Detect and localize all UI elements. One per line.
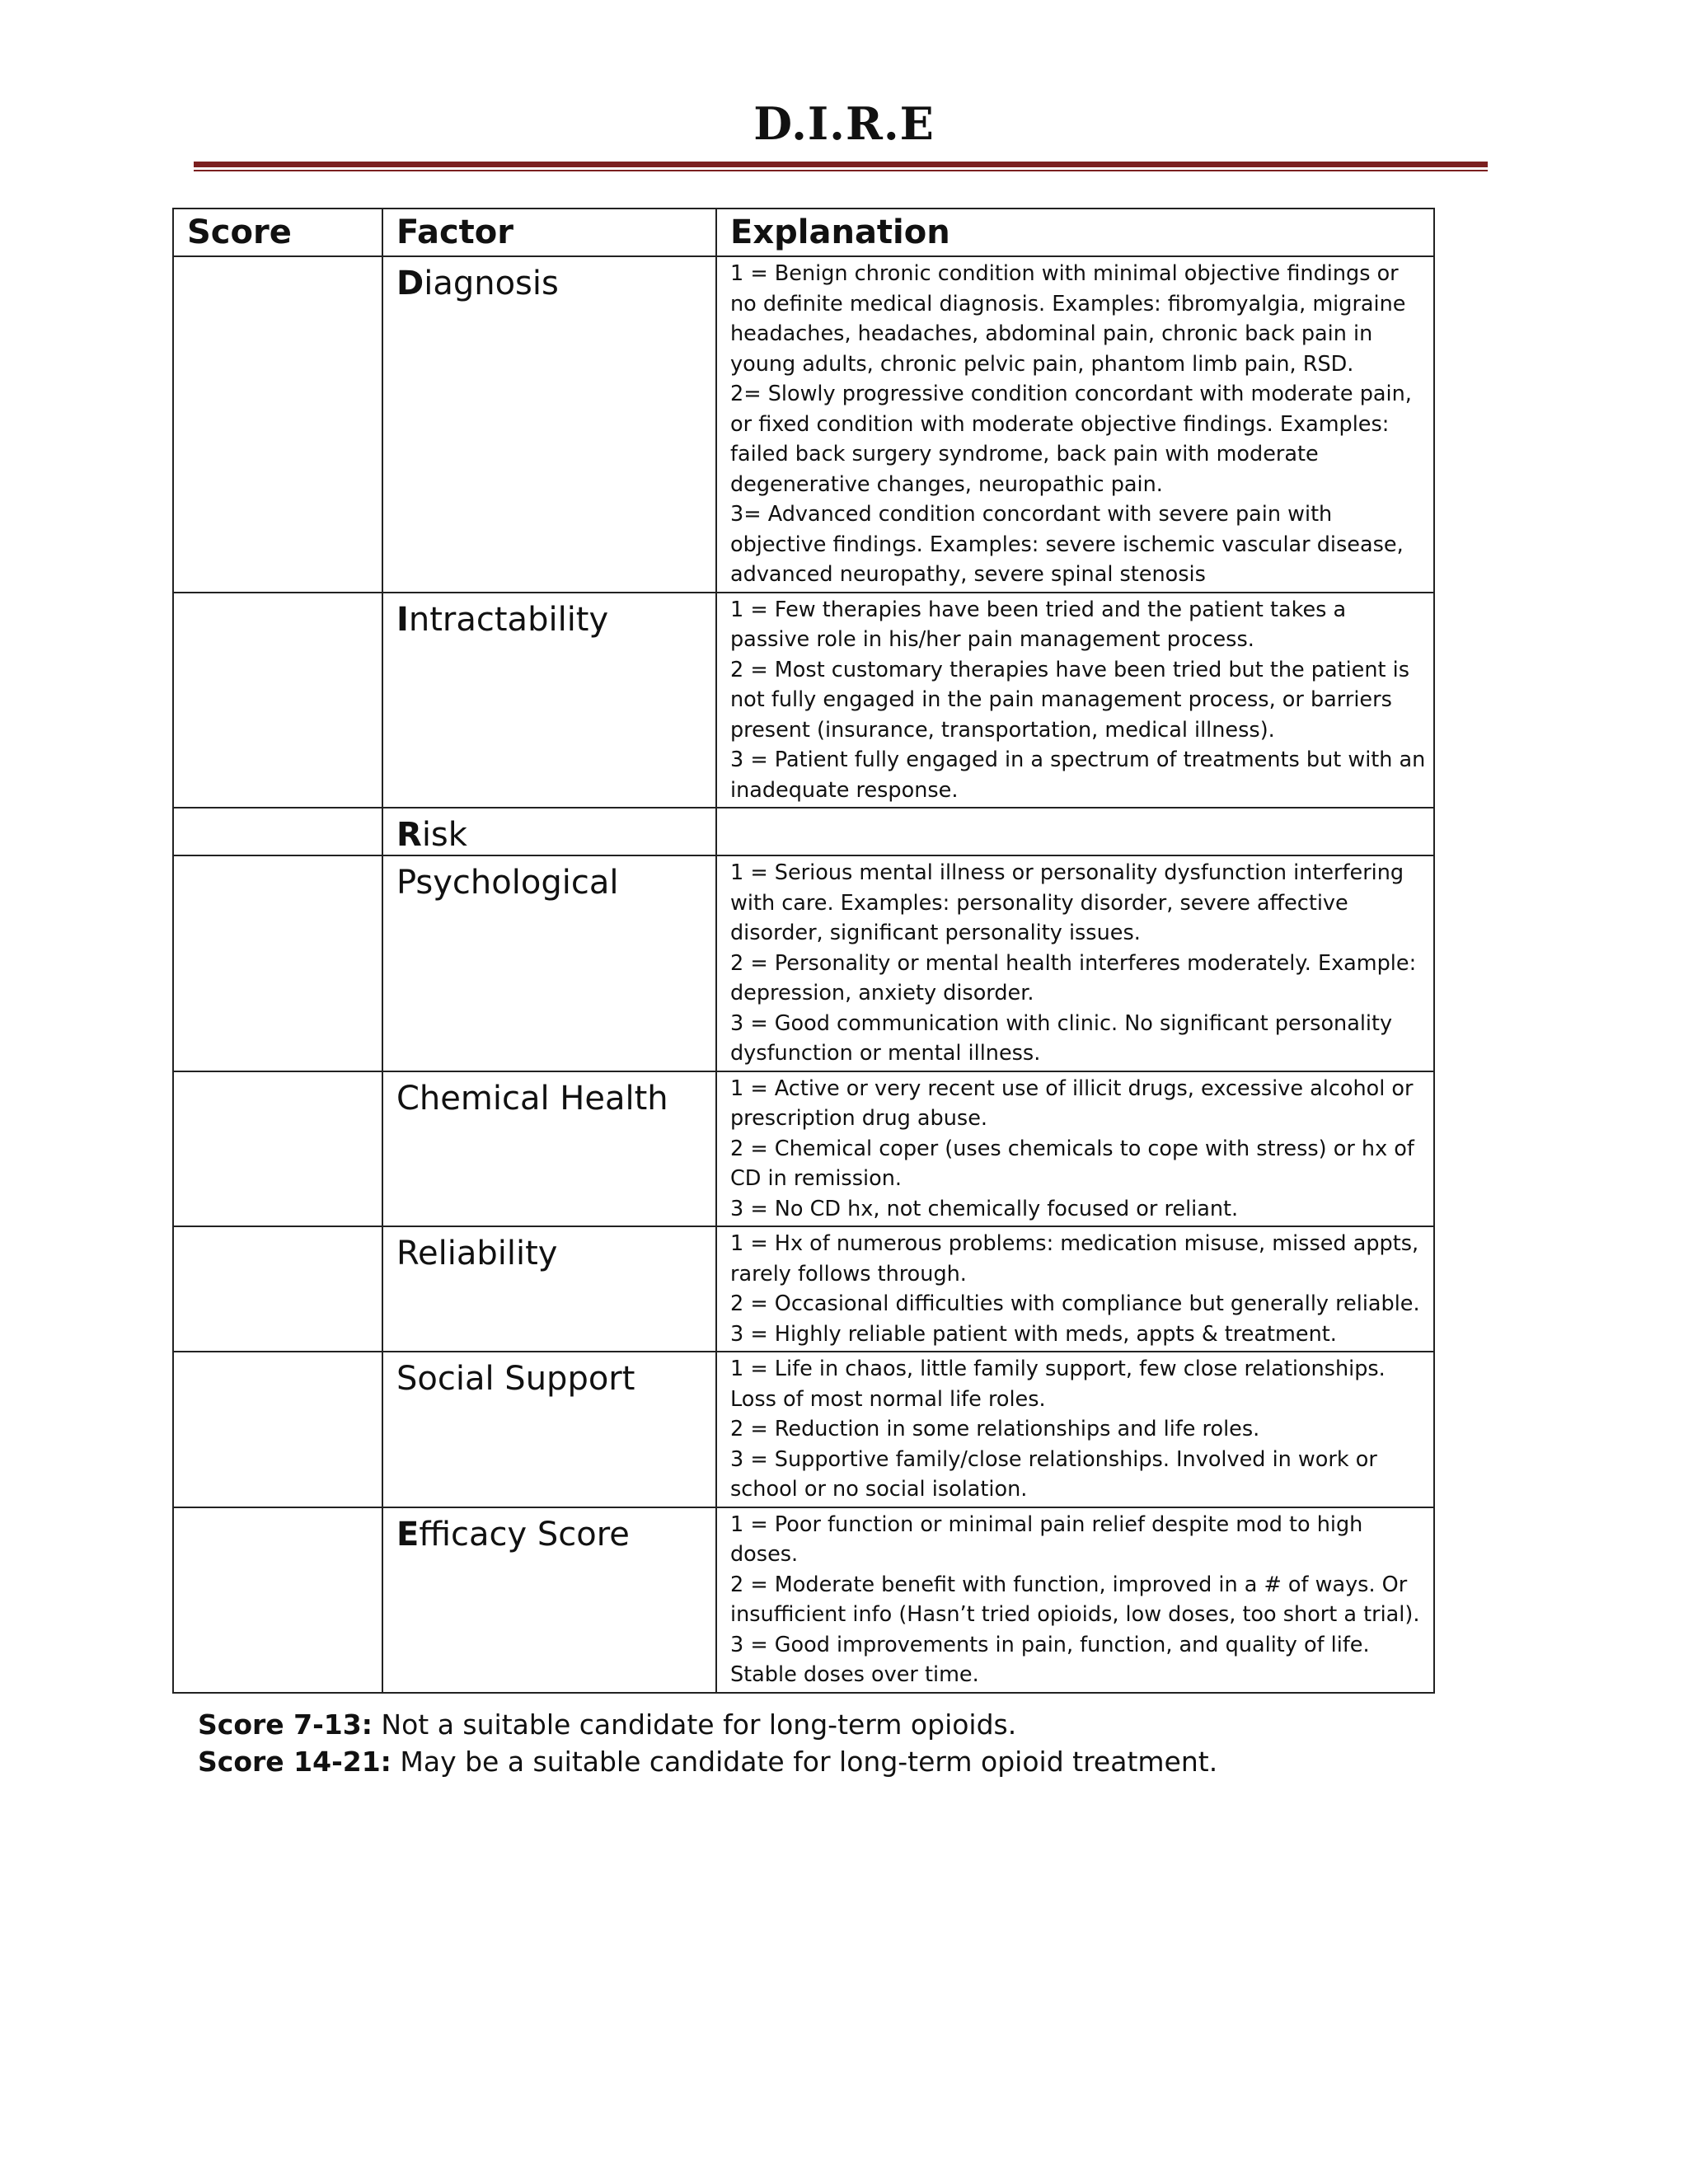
score-cell[interactable] xyxy=(173,1071,382,1227)
explanation-item: 3 = Patient fully engaged in a spectrum of treatments but with an inadequate response. xyxy=(730,748,1426,803)
table-row xyxy=(173,808,1434,855)
explanation-item: 3 = Supportive family/close relationships. Involved in work or school or no social isolation. xyxy=(730,1446,1377,1502)
factor-label: Chemical Health xyxy=(396,1079,668,1118)
explanation-cell xyxy=(716,256,1434,593)
factor-label: iagnosis xyxy=(424,265,559,302)
explanation-item: 1 = Life in chaos, little family support, few close relationships. Loss of most normal life roles. xyxy=(730,1357,1386,1412)
explanation-item: 3 = Good communication with clinic. No significant personality dysfunction or mental illness. xyxy=(730,1010,1393,1066)
explanation-item: 3= Advanced condition concordant with severe pain with objective findings. Examples: severe ischemic vascular disease, advanced neuropathy, severe spinal stenosis xyxy=(730,502,1404,587)
explanation-item: 1 = Hx of numerous problems: medication misuse, missed appts, rarely follows through. xyxy=(730,1231,1419,1286)
factor-label: ntractability xyxy=(408,600,609,639)
score-range-low-text: Not a suitable candidate for long-term opioids. xyxy=(372,1708,1017,1741)
explanation-cell xyxy=(716,855,1434,1071)
title-underline-thin xyxy=(194,170,1488,171)
factor-cell xyxy=(382,256,716,593)
explanation-cell xyxy=(716,1507,1434,1693)
header-factor: Factor xyxy=(382,209,716,256)
factor-cell xyxy=(382,1226,716,1352)
explanation-cell xyxy=(716,593,1434,808)
explanation-item: 2 = Personality or mental health interferes moderately. Example: depression, anxiety disorder. xyxy=(730,950,1417,1005)
explanation-item: 2 = Reduction in some relationships and life roles. xyxy=(730,1417,1260,1441)
explanation-item: 2= Slowly progressive condition concordant with moderate pain, or fixed condition with moderate objective findings. Examples: failed back surgery syndrome, back pain with moderate degenerative changes, neuropathic pain. xyxy=(730,382,1412,497)
explanation-cell xyxy=(716,808,1434,855)
factor-cell xyxy=(382,593,716,808)
factor-cell xyxy=(382,855,716,1071)
score-cell[interactable] xyxy=(173,808,382,855)
factor-label: Social Support xyxy=(396,1360,635,1398)
table-header-row xyxy=(173,209,1434,256)
score-range-low-label: Score 7-13: xyxy=(198,1708,373,1741)
factor-label: isk xyxy=(421,816,467,854)
factor-cell xyxy=(382,1352,716,1507)
explanation-item: 1 = Poor function or minimal pain relief despite mod to high doses. xyxy=(730,1511,1363,1567)
explanation-item: 1 = Serious mental illness or personality dysfunction interfering with care. Examples: personality disorder, severe affective disorder, significant personality issues. xyxy=(730,860,1404,945)
table-row xyxy=(173,1352,1434,1507)
score-cell[interactable] xyxy=(173,855,382,1071)
explanation-cell xyxy=(716,1352,1434,1507)
explanation-item: 3 = Good improvements in pain, function, and quality of life. Stable doses over time. xyxy=(730,1632,1370,1687)
explanation-item: 2 = Chemical coper (uses chemicals to cope with stress) or hx of CD in remission. xyxy=(730,1136,1414,1191)
factor-initial: E xyxy=(396,1515,420,1554)
table-row xyxy=(173,1071,1434,1227)
explanation-item: 1 = Active or very recent use of illicit drugs, excessive alcohol or prescription drug abuse. xyxy=(730,1076,1414,1131)
explanation-item: 2 = Most customary therapies have been tried but the patient is not fully engaged in the pain management process, or barriers present (insurance, transportation, medical illness). xyxy=(730,657,1409,743)
factor-initial: I xyxy=(396,600,409,639)
table-row xyxy=(173,1507,1434,1693)
score-cell[interactable] xyxy=(173,1507,382,1693)
factor-label: Psychological xyxy=(396,864,619,902)
explanation-item: 2 = Occasional difficulties with compliance but generally reliable. xyxy=(730,1291,1420,1316)
factor-initial: R xyxy=(396,816,422,854)
score-cell[interactable] xyxy=(173,256,382,593)
explanation-cell xyxy=(716,1226,1434,1352)
table-row xyxy=(173,855,1434,1071)
score-cell[interactable] xyxy=(173,593,382,808)
factor-cell xyxy=(382,1071,716,1227)
score-cell[interactable] xyxy=(173,1226,382,1352)
score-range-high xyxy=(198,1746,1217,1778)
title-underline xyxy=(194,162,1488,167)
explanation-item: 1 = Benign chronic condition with minimal objective findings or no definite medical diagnosis. Examples: fibromyalgia, migraine headaches, headaches, abdominal pain, chronic back pain in young adults, chronic pelvic pain, phantom limb pain, RSD. xyxy=(730,261,1406,377)
table-row xyxy=(173,593,1434,808)
explanation-item: 3 = Highly reliable patient with meds, appts & treatment. xyxy=(730,1321,1337,1347)
factor-label: fficacy Score xyxy=(419,1515,630,1554)
table-row xyxy=(173,256,1434,593)
page-title: D.I.R.E xyxy=(753,97,935,150)
explanation-item: 1 = Few therapies have been tried and the patient takes a passive role in his/her pain management process. xyxy=(730,597,1347,652)
factor-label: Reliability xyxy=(396,1235,558,1272)
factor-initial: D xyxy=(396,265,424,302)
dire-score-table xyxy=(172,208,1435,1694)
explanation-item: 2 = Moderate benefit with function, improved in a # of ways. Or insufficient info (Hasn’t tried opioids, low doses, too short a trial). xyxy=(730,1572,1420,1627)
factor-cell xyxy=(382,808,716,855)
header-score: Score xyxy=(173,209,382,256)
score-range-low xyxy=(198,1708,1016,1741)
explanation-cell xyxy=(716,1071,1434,1227)
score-range-high-text: May be a suitable candidate for long-term opioid treatment. xyxy=(391,1746,1218,1778)
score-cell[interactable] xyxy=(173,1352,382,1507)
score-range-high-label: Score 14-21: xyxy=(198,1746,392,1778)
explanation-item: 3 = No CD hx, not chemically focused or reliant. xyxy=(730,1196,1239,1221)
factor-cell xyxy=(382,1507,716,1693)
table-row xyxy=(173,1226,1434,1352)
header-explanation: Explanation xyxy=(716,209,1434,256)
